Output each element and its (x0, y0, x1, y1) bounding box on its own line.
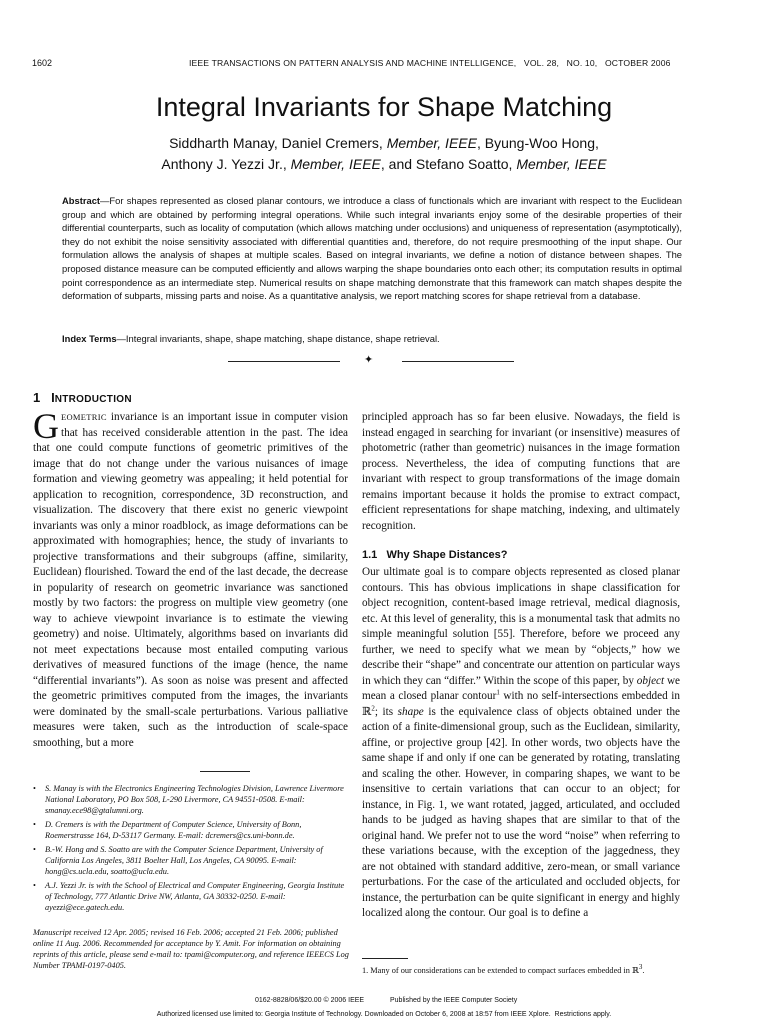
journal-header: IEEE TRANSACTIONS ON PATTERN ANALYSIS AND MACHINE INTELLIGENCE, VOL. 28, NO. 10, OCTOBER 2006 (189, 58, 671, 68)
author-names-2: Anthony J. Yezzi Jr., (161, 156, 291, 172)
affiliation-item: • A.J. Yezzi Jr. is with the School of Electrical and Computer Engineering, Georgia Institute of Technology, 777 Atlantic Drive NW, Atlanta, GA 30332-0250. E-mail: ayezzi@ece.gatech.edu. (33, 880, 349, 913)
author-names-1b: , Byung-Woo Hong, (476, 135, 599, 151)
intro-right-paragraph: principled approach has so far been elusive. Nowadays, the field is instead engaged in searching for invariant (or insensitive) measures of photometric (rather than geometric) nuisances in the image formation process. Nevertheless, the idea of computing functions that are invariant with respect to group transformations of the image domain remains important because it holds the promise to extract compact, efficient representations for shape matching, indexing, and ultimately recognition. (362, 411, 680, 532)
license-notice: Authorized licensed use limited to: Georgia Institute of Technology. Downloaded on October 6, 2008 at 18:57 from IEEE Xplore. Restrictions apply. (156, 1011, 612, 1018)
affiliation-item: • B.-W. Hong and S. Soatto are with the Computer Science Department, University of California Los Angeles, 3811 Boelter Hall, Los Angeles, CA 90095. E-mail: hong@cs.ucla.edu, soatto@ucla.edu. (33, 844, 349, 877)
paper-title: Integral Invariants for Shape Matching (155, 92, 613, 122)
subsection-paragraph (362, 565, 680, 922)
section-heading (33, 390, 132, 405)
footnote-1 (362, 965, 680, 976)
emph-object: object (636, 674, 665, 687)
affiliations-list (33, 783, 349, 916)
abstract-label: Abstract (62, 195, 101, 206)
authors-line-2 (0, 156, 768, 172)
footnote-1-text: 1. Many of our considerations can be extended to compact surfaces embedded in ℝ (362, 966, 639, 975)
index-terms-label: Index Terms (62, 333, 117, 344)
abstract (62, 194, 682, 303)
emph-shape: shape (397, 705, 424, 718)
affiliation-item: • S. Manay is with the Electronics Engineering Technologies Division, Lawrence Livermore National Laboratory, PO Box 508, L-290 Livermore, CA 94551-0508. E-mail: smanay.ece98@gtalumni.org. (33, 783, 349, 816)
authors-line-1 (0, 135, 768, 151)
footnote-1-sup: 3 (638, 963, 643, 972)
footnote-mark: 1 (496, 688, 500, 697)
footnote-rule-right (362, 958, 408, 959)
author-names-1: Siddharth Manay, Daniel Cremers, (169, 135, 387, 151)
superscript-2: 2 (371, 703, 375, 712)
section-number: 1 (33, 390, 41, 405)
page-number: 1602 (32, 58, 53, 68)
subsection-heading: 1.1 Why Shape Distances? (362, 549, 508, 561)
member-title-1: Member, IEEE (386, 135, 477, 151)
publisher-line: Published by the IEEE Computer Society (390, 997, 518, 1004)
subsection-text-b: we mean a closed planar contour (362, 674, 681, 702)
section-title-caps: NTRODUCTION (54, 394, 132, 405)
intro-left-text: invariance is an important issue in computer vision that has received considerable attention in the past. The idea that one could compute functions of geometric primitives of the image that do not change under the various nuisances of image formation and viewing geometry was appealing; it held potential for application to recognition, correspondence, 3D reconstruction, and visualization. The discovery that there exist no generic viewpoint invariants was only a minor roadblock, as image deformations can be approximated with homographies; hence, the study of invariants to projective transformations and their subgroups (affine, similarity, Euclidean) flourished. Toward the end of the last decade, the decrease in popularity of research on geometric invariance was sanctioned mostly by two factors: the progress on multiple view geometry (one way to achieve viewpoint invariance is to estimate the viewing geometry) and noise. Ultimately, algorithms based on invariants did not meet expectations because most entailed computing various derivatives of measured functions of the image (hence, the name “differential invariants”). As soon as noise was present and affected the geometric primitives computed from the images, the invariants were dominated by the small-scale perturbations. Various palliative measures were taken, such as the introduction of scale-space smoothing, but a more (33, 411, 348, 749)
subsection-text-e: is the equivalence class of objects obtained under the action of a finite-dimensional group, such as the Euclidean, similarity, affine, or projective group [42]. In other words, two objects have the same shape if and only if one can be generated by rotating, translating and scaling the other. However, in comparing shapes, we want to be insensitive to certain variations that can occur to an object; for instance, in Fig. 1, we want rotated, jagged, articulated, and occluded hands to be judged as having shapes that are similar to that of the original hand. We prefer not to use the word “noise” when referring to these variations because, with the exception of the jaggedness, they are not obtained with standard additive, zero-mean, or small variance perturbations. For the case of the articulated and occluded objects, for instance, the perturbation can be quite significant in energy and highly localized along the contour. Our goal is to define a (362, 705, 681, 919)
intro-left-column (33, 406, 348, 751)
drop-cap: G (33, 406, 59, 446)
footnote-1-end: . (642, 966, 645, 975)
separator-diamond-icon: ✦ (364, 354, 374, 366)
member-title-2: Member, IEEE (290, 156, 381, 172)
footnote-rule-left (200, 771, 250, 772)
intro-smallcaps: EOMETRIC (61, 412, 107, 422)
subsection-text-c: with no self-intersections embedded in ℝ (362, 690, 680, 718)
subsection-text-a: Our ultimate goal is to compare objects represented as closed planar contours. This has obvious implications in shape classification for object recognition, content-based image retrieval, medical diagnosis, etc. At this level of generality, this is a monumental task that admits no simple meaningful solution [55]. Therefore, before we proceed any further, we need to specify what we mean by “objects,” how we describe their “shape” and concentrate our attention on particular ways in which they can “differ.” Within the scope of this paper, by (362, 566, 680, 687)
index-terms-text: —Integral invariants, shape, shape matching, shape distance, shape retrieval. (116, 333, 440, 344)
separator-rule-left (228, 361, 340, 362)
separator-rule-right (402, 361, 514, 362)
subsection-text-d: ; its (374, 705, 398, 718)
issn-copyright: 0162-8828/06/$20.00 © 2006 IEEE (255, 997, 365, 1004)
index-terms (62, 333, 682, 344)
author-names-2b: , and Stefano Soatto, (380, 156, 517, 172)
affiliation-item: • D. Cremers is with the Department of Computer Science, University of Bonn, Roemerstrasse 164, D-53117 Germany. E-mail: dcremers@cs.uni-bonn.de. (33, 819, 349, 841)
member-title-3: Member, IEEE (516, 156, 607, 172)
manuscript-info: Manuscript received 12 Apr. 2005; revised 16 Feb. 2006; accepted 21 Feb. 2006; published online 11 Aug. 2006. Recommended for acceptance by Y. Amit. For information on obtaining reprints of this article, please send e-mail to: tpami@computer.org, and reference IEEECS Log Number TPAMI-0197-0405. (33, 928, 349, 970)
section-first-letter: I (51, 390, 55, 405)
abstract-text: —For shapes represented as closed planar contours, we introduce a class of functionals which are invariant with respect to the Euclidean group and which are obtained by performing integral operations. While such integral invariants enjoy some of the desirable properties of their differential counterparts, such as locality of computation (which allows matching under occlusions) and uniqueness of representation (asymptotically), they do not exhibit the noise sensitivity associated with differential quantities and, therefore, do not require presmoothing of the input shape. Our formulation allows the analysis of shapes at multiple scales. Based on integral invariants, we define a notion of distance between shapes. The proposed distance measure can be computed efficiently and allows warping the shape boundaries onto each other; its computation results in optimal point correspondence as an intermediate step. Numerical results on shape matching demonstrate that this framework can match shapes despite the deformation of subparts, missing parts and noise. As a quantitative analysis, we report matching scores for shape retrieval from a database. (62, 195, 682, 302)
